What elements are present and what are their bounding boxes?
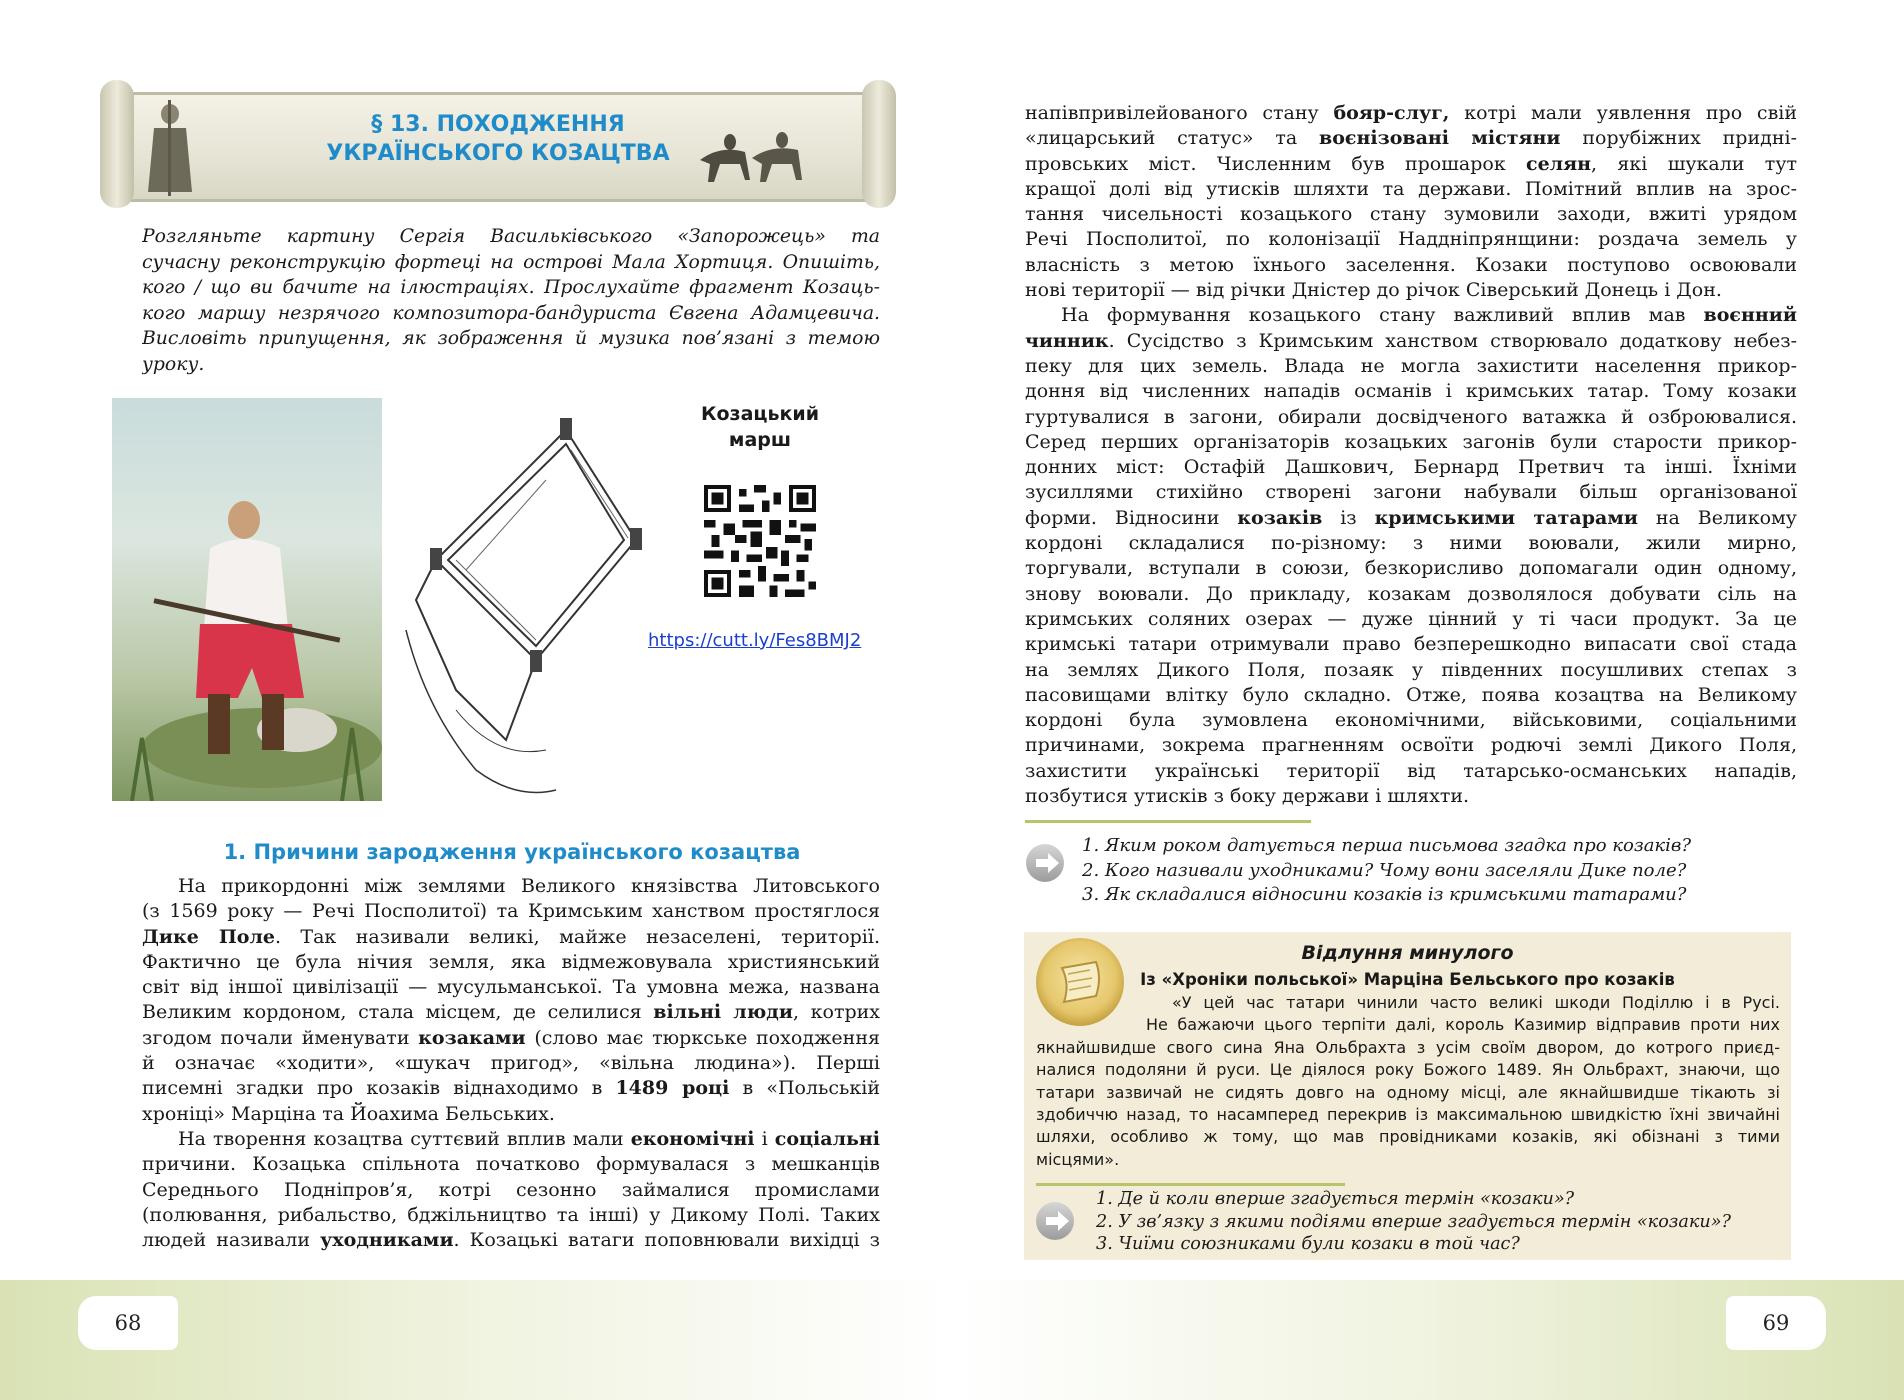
text-line: власність з метою їхнього заселення. Козаки поступово освоювали: [1025, 253, 1797, 276]
text-line: Середнього Подніпров’я, котрі сезонно займалися промислами: [142, 1178, 880, 1201]
text-line: згодом почали йменувати козаками (слово має тюркське походження: [142, 1026, 880, 1049]
page-number-left: 68: [78, 1296, 178, 1350]
text-line: Серед перших організаторів козацьких загонів були старости прикор-: [1025, 430, 1797, 453]
text-line: писемні згадки про козаків віднаходимо в 1489 році в «Польській: [142, 1077, 880, 1100]
text-line: знову воювали. До прикладу, козакам дозволялося добувати сіль на: [1025, 582, 1797, 605]
quote-line: здобиччю назад, то насамперед перекрив із максимальною швидкістю їхні звичайні: [1036, 1105, 1780, 1125]
qr-code[interactable]: [704, 485, 816, 597]
text-line: причини. Козацька спільнота початково формувалася з мешканців: [142, 1153, 880, 1176]
page-number-right: 69: [1726, 1296, 1826, 1350]
text-line: нові території — від річки Дністер до річок Сіверський Донець і Дон.: [1025, 279, 1722, 302]
text-line: (з 1569 року — Речі Посполитої) та Кримським ханством простяглося: [142, 900, 880, 923]
text-line: кращої долі від утисків шляхти та держави. Помітний вплив на зрос-: [1025, 177, 1797, 200]
section-title: 1. Причини зародження українського козацтва: [223, 840, 801, 864]
title-banner: [100, 80, 896, 208]
page-title: [100, 110, 896, 168]
text-line: зусиллями стихійно створені загони набували більш організованої: [1025, 481, 1797, 504]
intro-line: кого / що ви бачите на ілюстраціях. Прослухайте фрагмент Козаць-: [142, 277, 880, 299]
text-line: донних міст: Остафій Дашкович, Бернард Претвич та інші. Їхніми: [1025, 456, 1797, 479]
text-line: й означає «ходити», «шукач пригод», «вільна людина»). Перші: [142, 1052, 880, 1075]
question-item: 2. Кого називали уходниками? Чому вони заселяли Дике поле?: [1082, 859, 1687, 881]
quote-line: шляхи, особливо ж тому, що мав провідниками козаків, які обізнані з тими: [1036, 1127, 1780, 1147]
intro-line: уроку.: [142, 353, 205, 375]
text-line: «лицарський статус» та воєнізовані містяни порубіжних придні-: [1025, 127, 1797, 150]
quote-line: місцями».: [1036, 1149, 1120, 1169]
zaporozhets-painting: [112, 398, 382, 801]
text-line: на землях Дикого Поля, позаяк у південних посушливих степах з: [1025, 658, 1797, 681]
quote-line: «У цей час татари чинили часто великі шкоди Поділлю і в Русі.: [1172, 993, 1780, 1012]
text-line: пеку для цих земель. Влада не могла захистити населення прикор-: [1025, 354, 1797, 377]
text-line: (полювання, рибальство, бджільництво та інші) у Дикому Полі. Таких: [142, 1203, 880, 1226]
arrow-icon: [1036, 1202, 1074, 1240]
text-line: доння від численних нападів османів і кримських татар. Тому козаки: [1025, 380, 1797, 403]
text-line: пасовищами влітку було складно. Отже, поява козацтва на Великому: [1025, 683, 1797, 706]
text-line: світ від іншої цивілізації — мусульманської. Та умовна межа, названа: [142, 976, 880, 999]
text-line: форми. Відносини козаків із кримськими татарами на Великому: [1025, 506, 1797, 529]
text-line: На формування козацького стану важливий вплив мав воєнний: [1061, 304, 1797, 327]
box-subtitle: Із «Хроніки польської» Марціна Бельського про козаків: [1140, 970, 1675, 989]
text-line: кримські татари отримували право безперешкодно випасати свої стада: [1025, 633, 1797, 656]
box-quote: [1036, 992, 1780, 1171]
box-question-item: 3. Чиїми союзниками були козаки в той час?: [1096, 1234, 1520, 1254]
text-line: торгували, вступали в союзи, безкорисливо допомагали один одному,: [1025, 557, 1797, 580]
left-body-text: [142, 874, 880, 1253]
text-line: На прикордонні між землями Великого князівства Литовського: [178, 875, 880, 897]
quote-line: Не бажаючи цього терпіти далі, король Казимир відправив проти них: [1146, 1015, 1780, 1035]
box-question-item: 2. У зв’язку з якими подіями вперше згадується термін «козаки»?: [1096, 1211, 1731, 1232]
text-line: На творення козацтва суттєвий вплив мали економічні і соціальні: [178, 1127, 880, 1150]
intro-task: [142, 224, 880, 378]
question-item: 1. Яким роком датується перша письмова згадка про козаків?: [1082, 835, 1692, 856]
intro-line: сучасну реконструкцію фортеці на острові Мала Хортиця. Опишіть,: [142, 251, 880, 273]
qr-caption-line: марш: [728, 429, 792, 451]
text-line: людей називали уходниками. Козацькі ватаги поповнювали вихідці з: [142, 1229, 880, 1252]
text-line: захистити українські території від татарсько-османських нападів,: [1025, 759, 1797, 782]
fortress-sketch: [396, 410, 646, 805]
source-box: [1024, 932, 1791, 1260]
arrow-icon: [1026, 844, 1064, 882]
qr-link[interactable]: https://cutt.ly/Fes8BMJ2: [648, 630, 862, 651]
box-question-item: 1. Де й коли вперше згадується термін «козаки»?: [1096, 1189, 1575, 1209]
text-line: Великим кордоном, стала місцем, де селилися вільні люди, котрих: [142, 1001, 880, 1024]
text-line: позбутися утисків з боку держави і шляхти.: [1025, 785, 1470, 808]
text-line: напівпривілейованого стану бояр-слуг, котрі мали уявлення про свій: [1025, 102, 1797, 124]
intro-line: Висловіть припущення, як зображення й музика пов’язані з темою: [142, 328, 880, 350]
quote-line: налися подоляни й руси. Це діялося року Божого 1489. Ян Ольбрахт, знаючи, що: [1036, 1060, 1780, 1080]
text-line: Фактично це була нічия земля, яка відмежовувала християнський: [142, 950, 880, 973]
right-body-text: [1025, 101, 1797, 809]
text-line: кордоні була зумовлена економічними, військовими, соціальними: [1025, 709, 1797, 732]
box-title: Відлуння минулого: [1301, 942, 1514, 964]
text-line: кордоні складалися по-різному: з ними воювали, жили мирно,: [1025, 532, 1797, 555]
qr-caption: [680, 401, 840, 453]
question-item: 3. Як складалися відносини козаків із кримськими татарами?: [1082, 884, 1687, 905]
text-line: гуртувалися в загони, обирали досвідченого ватажка й озброювалися.: [1025, 405, 1797, 428]
intro-line: Розгляньте картину Сергія Васильківського «Запорожець» та: [142, 226, 880, 247]
text-line: Дике Поле. Так називали великі, майже незаселені, території.: [142, 925, 880, 948]
title-line-1: § 13. ПОХОДЖЕННЯ: [371, 112, 625, 137]
questions-divider: [1025, 820, 1311, 823]
title-line-2: УКРАЇНСЬКОГО КОЗАЦТВА: [326, 141, 670, 166]
box-questions-divider: [1036, 1183, 1345, 1186]
intro-line: кого маршу незрячого композитора-бандуриста Євгена Адамцевича.: [142, 302, 880, 324]
text-line: хроніці» Марціна та Йоахима Бельських.: [142, 1102, 555, 1125]
text-line: чинник. Сусідство з Кримським ханством створювало додаткову небез-: [1025, 329, 1797, 352]
quote-line: якнайшвидше свого сина Яна Ольбрахта з усім своїм двором, до котрого приєд-: [1036, 1037, 1780, 1057]
text-line: причинами, зокрема прагненням освоїти родючі землі Дикого Поля,: [1025, 734, 1797, 757]
text-line: кримських соляних озерах — дуже цінний у ті часи продукт. За це: [1025, 607, 1797, 630]
text-line: Речі Посполитої, по колонізації Наддніпрянщини: роздача земель у: [1025, 228, 1797, 251]
qr-caption-line: Козацький: [700, 403, 820, 425]
quote-line: татари зазвичай не сидять довго на одному місці, але якнайшвидше тікають зі: [1036, 1082, 1780, 1102]
text-line: провських міст. Численним був прошарок селян, які шукали тут: [1025, 152, 1797, 175]
text-line: тання чисельності козацького стану зумовили заходи, вжиті урядом: [1025, 203, 1797, 226]
